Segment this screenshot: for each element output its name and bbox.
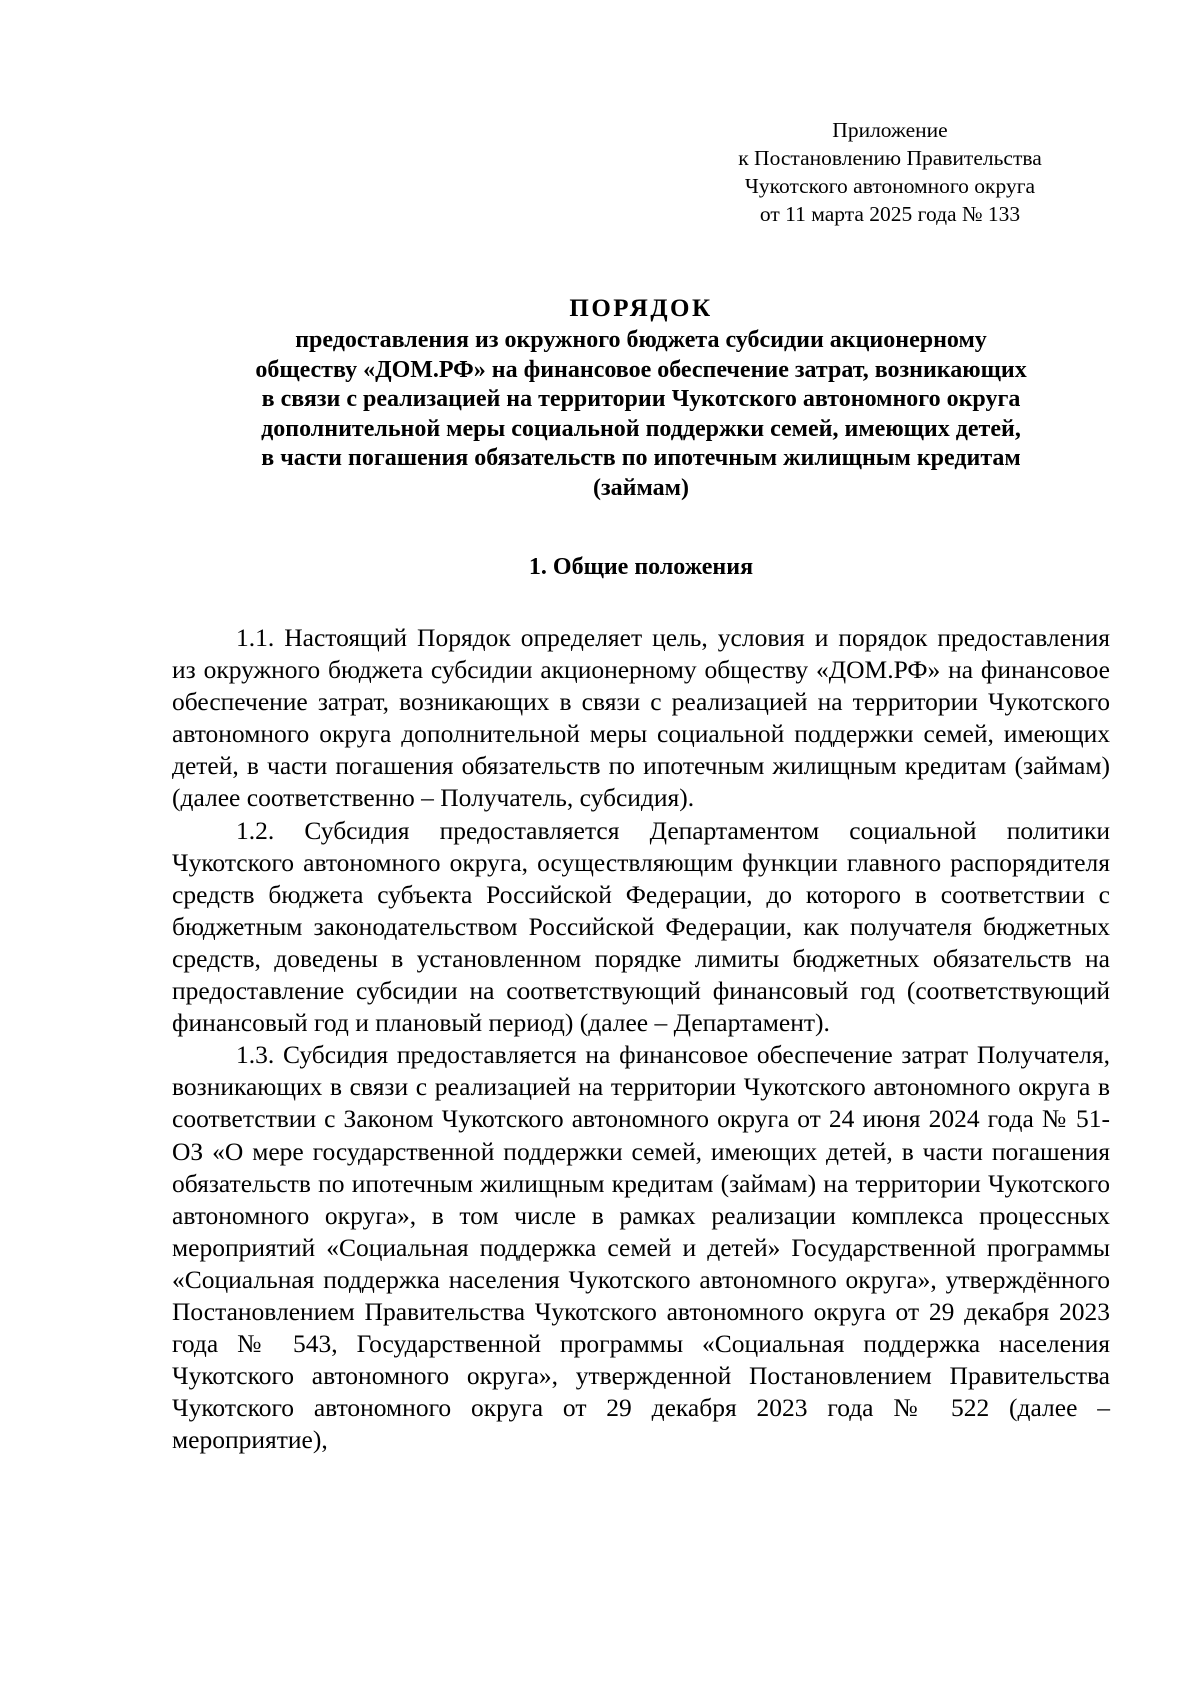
title-block xyxy=(172,292,1110,503)
section-body xyxy=(172,622,1110,1456)
appendix-line: к Постановлению Правительства xyxy=(738,146,1042,170)
appendix-line: от 11 марта 2025 года № 133 xyxy=(759,202,1021,226)
appendix-line: Приложение xyxy=(832,118,948,142)
subtitle-line: в связи с реализацией на территории Чукотского автономного округа xyxy=(261,386,1021,412)
subtitle-line: (займам) xyxy=(593,474,689,501)
subtitle-line: дополнительной меры социальной поддержки семей, имеющих детей, xyxy=(261,415,1021,442)
subtitle-line: в части погашения обязательств по ипотечным жилищным кредитам xyxy=(261,445,1021,471)
paragraph-1-2: 1.2. Субсидия предоставляется Департаментом социальной политики Чукотского автономного округа, осуществляющим функции главного распорядителя средств бюджета субъекта Российской Федерации, до которого в соответствии с бюджетным законодательством Российской Федерации, как получателя бюджетных средств, доведены в установленном порядке лимиты бюджетных обязательств на предоставление субсидии на соответствующий финансовый год (соответствующий финансовый год и плановый период) (далее – Департамент). xyxy=(172,815,1110,1038)
subtitle-line: предоставления из окружного бюджета субсидии акционерному xyxy=(295,327,987,353)
paragraph-1-1: 1.1. Настоящий Порядок определяет цель, условия и порядок предоставления из окружного бюджета субсидии акционерному обществу «ДОМ.РФ» на финансовое обеспечение затрат, возникающих в связи с реализацией на территории Чукотского автономного округа дополнительной меры социальной поддержки семей, имеющих детей, в части погашения обязательств по ипотечным жилищным кредитам (займам) (далее соответственно – Получатель, субсидия). xyxy=(172,623,1110,813)
appendix-block xyxy=(700,116,1080,228)
document-subtitle xyxy=(172,326,1110,503)
paragraph-1-3: 1.3. Субсидия предоставляется на финансовое обеспечение затрат Получателя, возникающих в связи с реализацией на территории Чукотского автономного округа в соответствии с Законом Чукотского автономного округа от 24 июня 2024 года № 51-ОЗ «О мере государственной поддержки семей, имеющих детей, в части погашения обязательств по ипотечным жилищным кредитам (займам) на территории Чукотского автономного округа», в том числе в рамках реализации комплекса процессных мероприятий «Социальная поддержка семей и детей» Государственной программы «Социальная поддержка населения Чукотского автономного округа», утверждённого Постановлением Правительства Чукотского автономного округа от 29 декабря 2023 года № 543, Государственной программы «Социальная поддержка населения Чукотского автономного округа», утвержденной Постановлением Правительства Чукотского автономного округа от 29 декабря 2023 года № 522 (далее – мероприятие), xyxy=(172,1040,1110,1455)
appendix-line: Чукотского автономного округа xyxy=(744,174,1036,198)
section-heading: 1. Общие положения xyxy=(528,554,754,580)
subtitle-line: обществу «ДОМ.РФ» на финансовое обеспечение затрат, возникающих xyxy=(255,356,1027,383)
document-title: ПОРЯДОК xyxy=(569,295,713,322)
